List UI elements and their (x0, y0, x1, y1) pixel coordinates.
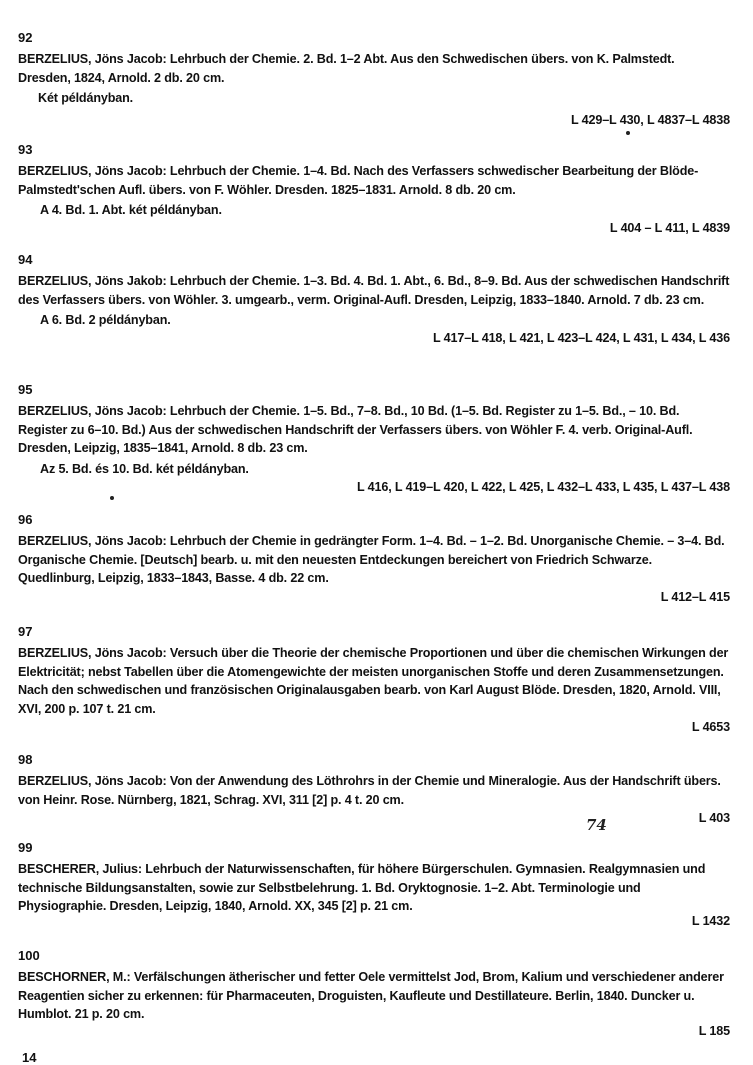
catalog-entry-98 (18, 752, 730, 827)
entry-note: A 4. Bd. 1. Abt. két példányban. (40, 203, 222, 217)
entry-description: BERZELIUS, Jöns Jacob: Lehrbuch der Chemie. 2. Bd. 1–2 Abt. Aus den Schwedischen übers. von K. Palmstedt. Dresden, 1824, Arnold. 2 db. 20 cm. (18, 52, 675, 85)
entry-description: BERZELIUS, Jöns Jacob: Von der Anwendung des Löthrohrs in der Chemie und Mineralogie. Aus der Handschrift übers. von Heinr. Rose. Nürnberg, 1821, Schrag. XVI, 311 [2] p. 4 t. 20 cm. (18, 774, 721, 807)
handwritten-mark: 74 (586, 816, 607, 834)
entry-number: 99 (18, 840, 33, 855)
entry-description: BESCHORNER, M.: Verfälschungen ätherischer und fetter Oele vermittelst Jod, Brom, Kalium und verschiedener anderer Reagentien sicher zu erkennen: für Pharmaceuten, Droguisten, Kaufleute und Destillateure. Berlin, 1840. Duncker u. Humblot. 21 p. 20 cm. (18, 970, 724, 1021)
entry-description: BERZELIUS, Jöns Jacob: Lehrbuch der Chemie in gedrängter Form. 1–4. Bd. – 1–2. Bd. Unorganische Chemie. – 3–4. Bd. Organische Chemie. [Deutsch] bearb. u. mit den neuesten Entdeckungen bereichert von Friedrich Schwarze. Quedlinburg, Leipzig, 1833–1843, Basse. 4 db. 22 cm. (18, 534, 725, 585)
entry-description: BERZELIUS, Jöns Jacob: Lehrbuch der Chemie. 1–4. Bd. Nach des Verfassers schwedischer Bearbeitung der Blöde-Palmstedt'schen Aufl. übers. von F. Wöhler. Dresden. 1825–1831. Arnold. 8 db. 20 cm. (18, 164, 699, 197)
catalog-entry-97 (18, 624, 730, 736)
entry-number: 93 (18, 142, 33, 157)
catalog-entry-95 (18, 382, 730, 496)
ink-speck (110, 496, 114, 500)
entry-note: Az 5. Bd. és 10. Bd. két példányban. (40, 461, 249, 476)
entry-number: 98 (18, 752, 33, 767)
catalog-entry-94 (18, 252, 730, 347)
entry-number: 95 (18, 382, 33, 397)
catalog-entry-99 (18, 840, 730, 930)
entry-description: BERZELIUS, Jöns Jacob: Versuch über die Theorie der chemische Proportionen und über die chemischen Wirkungen der Elektricität; nebst Tabellen über die Atomengewichte der meisten unorganischen Stoffe und deren Zusammensetzungen. Nach den schwedischen und französischen Originalausgaben bearb. von Karl August Blöde. Dresden, 1820, Arnold. VIII, XVI, 200 p. 107 t. 21 cm. (18, 646, 729, 716)
entry-number: 97 (18, 624, 33, 639)
catalog-entry-93 (18, 142, 730, 237)
entry-number: 92 (18, 30, 33, 45)
entry-signature: L 403 (698, 811, 730, 825)
catalog-entry-96 (18, 512, 730, 606)
catalog-entry-92 (18, 30, 730, 129)
entry-signature: L 412–L 415 (660, 589, 730, 604)
ink-speck (626, 131, 630, 135)
entry-description: BESCHERER, Julius: Lehrbuch der Naturwissenschaften, für höhere Bürgerschulen. Gymnasien. Realgymnasien und technische Bildungsanstalten, sowie zur Selbstbelehrung. 1. Bd. Oryktognosie. 1–2. Abt. Terminologie und Physiographie. Dresden, Leipzig, 1840, Arnold. XX, 345 [2] p. 21 cm. (18, 862, 706, 913)
entry-signature: L 416, L 419–L 420, L 422, L 425, L 432–L 433, L 435, L 437–L 438 (356, 479, 730, 494)
entry-number: 96 (18, 512, 33, 527)
entry-signature: L 404 – L 411, L 4839 (609, 221, 730, 235)
entry-note: Két példányban. (38, 91, 134, 105)
entry-number: 100 (18, 948, 40, 963)
entry-signature: L 4653 (691, 720, 730, 734)
entry-signature: L 1432 (691, 913, 730, 928)
entry-description: BERZELIUS, Jöns Jacob: Lehrbuch der Chemie. 1–5. Bd., 7–8. Bd., 10 Bd. (1–5. Bd. Register zu 1–5. Bd., – 10. Bd. Register zu 6–10. Bd.) Aus der schwedischen Handschrift der Verfassers übers. von Wöhler F. 4. verb. Original-Aufl. Dresden, Leipzig, 1835–1841, Arnold. 8 db. 23 cm. (18, 404, 693, 455)
entry-note: A 6. Bd. 2 példányban. (40, 313, 171, 327)
page-number: 14 (22, 1050, 37, 1065)
entry-description: BERZELIUS, Jöns Jakob: Lehrbuch der Chemie. 1–3. Bd. 4. Bd. 1. Abt., 6. Bd., 8–9. Bd. Aus der schwedischen Handschrift des Verfassers übers. von Wöhler. 3. umgearb., verm. Original-Aufl. Dresden, Leipzig, 1833–1840. Arnold. 7 db. 23 cm. (18, 274, 730, 307)
catalog-entry-100 (18, 948, 730, 1040)
entry-number: 94 (18, 252, 33, 267)
entry-signature: L 185 (698, 1023, 730, 1038)
entry-signature: L 417–L 418, L 421, L 423–L 424, L 431, L 434, L 436 (432, 331, 730, 345)
entry-signature: L 429–L 430, L 4837–L 4838 (570, 113, 730, 127)
